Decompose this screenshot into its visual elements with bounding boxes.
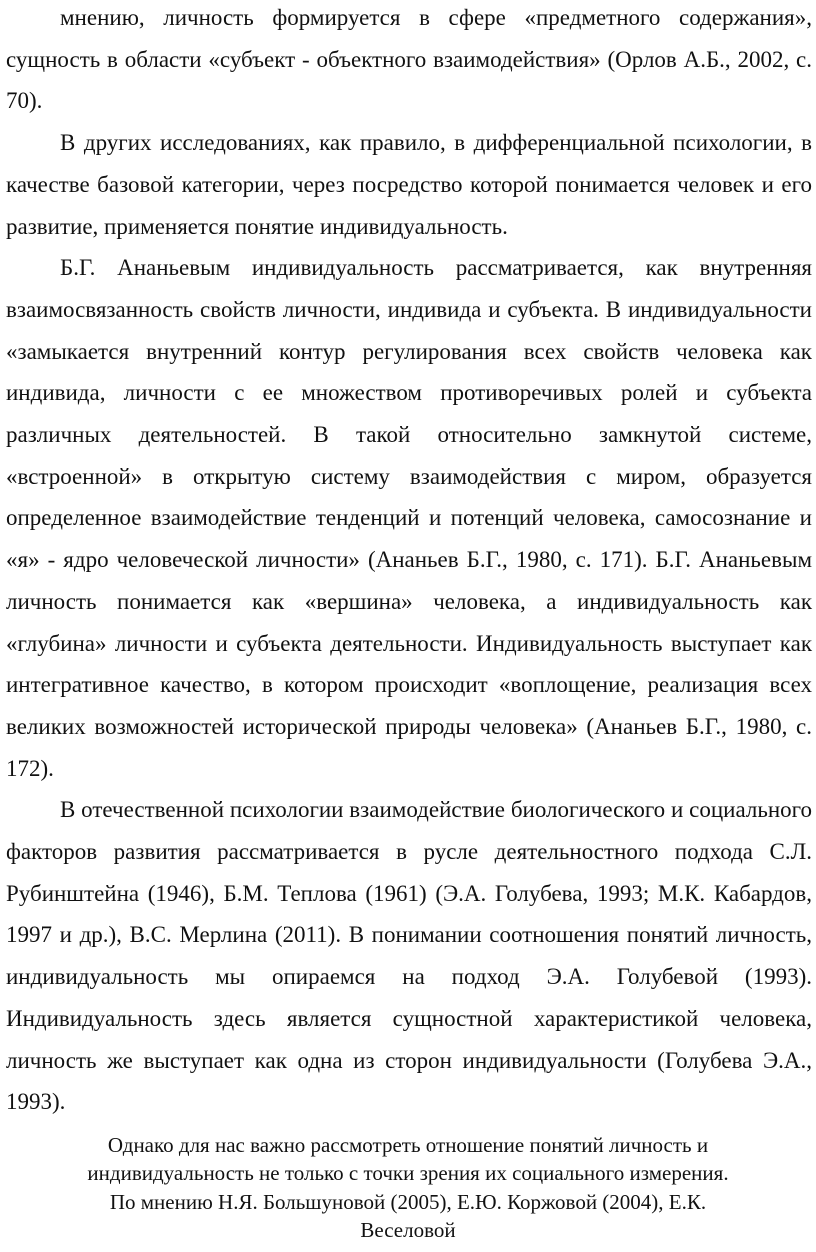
paragraph-continuation: мнению, личность формируется в сфере «предметного содержания», сущность в области «субъект - объектного взаимодействия» (Орлов А.Б., 2002, с. 70). (6, 5, 812, 114)
closing-line-1: Однако для нас важно рассмотреть отношение понятий личность и (107, 1132, 709, 1157)
centered-closing-text (0, 1131, 816, 1245)
closing-line-3: По мнению Н.Я. Большуновой (2005), Е.Ю. Коржовой (2004), Е.К. (109, 1189, 707, 1214)
paragraph-domestic-psychology: В отечественной психологии взаимодействие биологического и социального факторов развития рассматривается в русле деятельностного подхода С.Л. Рубинштейна (1946), Б.М. Теплова (1961) (Э.А. Голубева, 1993; М.К. Кабардов, 1997 и др.), В.С. Мерлина (2011). В понимании соотношения понятий личность, индивидуальность мы опираемся на подход Э.А. Голубевой (1993). Индивидуальность здесь является сущностной характеристикой человека, личность же выступает как одна из сторон индивидуальности (Голубева Э.А., 1993). (6, 797, 812, 1115)
paragraph-ananyev: Б.Г. Ананьевым индивидуальность рассматривается, как внутренняя взаимосвязанность свойств личности, индивида и субъекта. В индивидуальности «замыкается внутренний контур регулирования всех свойств человека как индивида, личности с ее множеством противоречивых ролей и субъекта различных деятельностей. В такой относительно замкнутой системе, «встроенной» в открытую систему взаимодействия с миром, образуется определенное взаимодействие тенденций и потенций человека, самосознание и «я» - ядро человеческой личности» (Ананьев Б.Г., 1980, с. 171). Б.Г. Ананьевым личность понимается как «вершина» человека, а индивидуальность как «глубина» личности и субъекта деятельности. Индивидуальность выступает как интегративное качество, в котором происходит «воплощение, реализация всех великих возможностей исторической природы человека» (Ананьев Б.Г., 1980, с. 172). (6, 255, 812, 781)
closing-line-2: индивидуальность не только с точки зрения их социального измерения. (87, 1161, 729, 1186)
paragraph-differential-psychology: В других исследованиях, как правило, в дифференциальной психологии, в качестве базовой категории, через посредство которой понимается человек и его развитие, применяется понятие индивидуальность. (6, 130, 812, 239)
closing-line-4: Веселовой (360, 1218, 456, 1243)
